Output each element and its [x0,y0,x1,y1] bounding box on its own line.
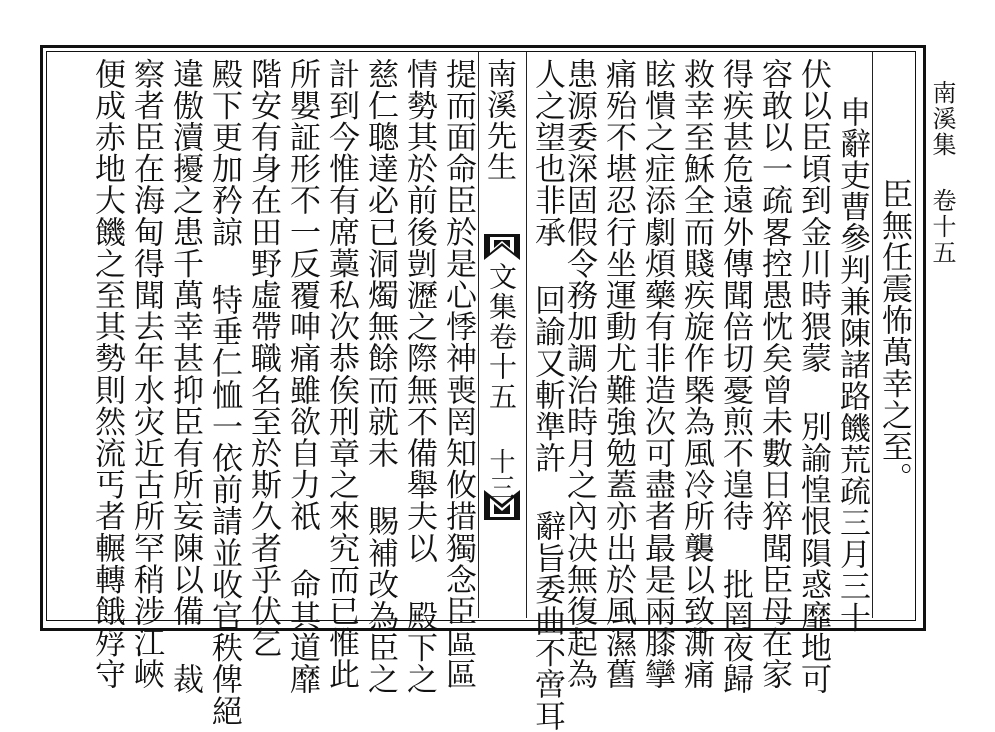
text-column-3: 伏以臣頃到金川時猥蒙 別諭惶恨隕惑靡地可 [795,58,831,695]
fold-rule-right [478,52,479,618]
fish-tail-ornament-bottom-icon [484,490,520,520]
fold-rule-left [526,52,527,618]
fold-volume: 文集卷十五 [485,262,518,412]
text-column-14: 計到今惟有席藁私次恭俟刑章之來究而已惟此 [323,58,359,690]
column-rule [872,52,873,618]
fold-title: 南溪先生 [481,58,516,182]
text-column-2: 申辭吏曹參判兼陳諸路饑荒疏三月三十 [834,96,870,634]
text-column-19: 察者臣在海甸得聞去年水灾近古所罕稍涉江峽 [128,58,164,690]
text-column-11: 提而面命臣於是心悸神喪罔知攸措獨念臣區區 [440,58,476,690]
text-column-18: 違傲瀆擾之患千萬幸甚抑臣有所妄陳以備 裁 [167,58,203,695]
text-column-7: 眩憒之症添劇煩藥有非造次可盡者最是兩膝攣 [639,58,675,690]
text-column-10: 人之望也非承 回諭又斬準許 辭旨委曲不啻耳 [529,58,565,732]
text-column-9: 患源委深固假令務加調治時月之內决無復起為 [561,58,597,690]
text-column-20: 便成赤地大饑之至其勢則然流丐者輾轉餓殍守 [89,58,125,690]
text-column-15: 所嬰証形不一反覆呻痛雖欲自力祇 命其道靡 [284,58,320,695]
text-column-6: 救幸至穌全而賤疾旋作槩為風冷所襲以致澌痛 [678,58,714,690]
text-column-4: 容敢以一疏畧控愚忱矣曾未數日猝聞臣母在家 [756,58,792,690]
text-column-8: 痛殆不堪忍行坐運動尤難強勉蓋亦出於風濕舊 [600,58,636,690]
text-column-16: 階安有身在田野虛帶職名至於斯久者乎伏乞 [245,58,281,659]
text-column-5: 得疾甚危遠外傳聞倍切憂煎不遑待 批罔夜歸 [717,58,753,695]
text-column-1: 臣無任震怖萬幸之至。 [876,178,912,494]
fold-page-number: 十三 [485,448,515,500]
text-column-13: 慈仁聰達必已洞燭無餘而就未 賜補改為臣之 [362,58,398,695]
text-column-12: 情勢其於前後剴瀝之際無不備舉夫以 殿下之 [401,58,437,695]
running-head: 南溪集 卷十五 [928,80,956,266]
text-column-17: 殿下更加矜諒 特垂仁恤一依前請並收官秩俾絕 [206,58,242,727]
fish-tail-ornament-icon [484,234,520,260]
